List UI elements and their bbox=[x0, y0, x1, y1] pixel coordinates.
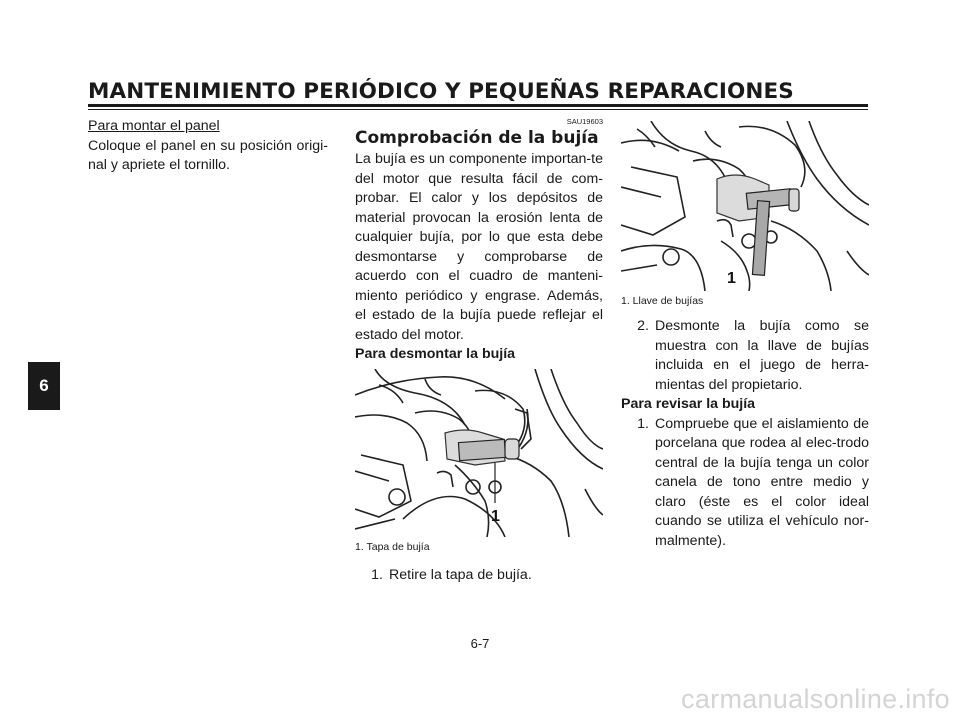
section-code: SAU19603 bbox=[566, 117, 603, 126]
step-text: Desmonte la bujía como se muestra con la llave de bujías incluida en el juego de herra-mientas del propietario. bbox=[655, 318, 869, 393]
figure-caption: 1. Llave de bujías bbox=[621, 295, 704, 307]
step-number: 1. bbox=[637, 415, 649, 432]
remove-plug-subheading: Para desmontar la bujía bbox=[355, 346, 516, 362]
header-rule-thin bbox=[88, 109, 868, 110]
step-text: Retire la tapa de bujía. bbox=[389, 566, 532, 583]
step-check-insulator bbox=[621, 415, 869, 552]
mount-panel-text: Coloque el panel en su posición origi-nal y apriete el tornillo. bbox=[88, 137, 328, 173]
column-2 bbox=[355, 117, 603, 585]
step-remove-cap bbox=[355, 566, 603, 586]
spark-plug-intro-text: La bujía es un componente importan-te del motor que resulta fácil de com-probar. El calor y los depósitos de material provocan la erosión lenta de cualquier bujía, por lo que esta debe desmontarse y comprobarse de acuerdo con el cuadro de manteni-miento periódico y engrase. Además, el estado de la bujía puede reflejar el estado del motor. bbox=[355, 151, 603, 343]
step-text: Compruebe que el aislamiento de porcelana que rodea al elec-trodo central de la bujía tenga un color canela de tono entre medio y claro (éste es el color ideal cuando se utiliza el vehículo nor-malmente). bbox=[655, 415, 869, 549]
column-1 bbox=[88, 117, 328, 176]
column-3 bbox=[621, 117, 869, 551]
step-number: 1. bbox=[371, 566, 383, 583]
figure-callout-1: 1 bbox=[727, 270, 736, 287]
step-remove-plug bbox=[621, 317, 869, 395]
step-number: 2. bbox=[637, 318, 649, 334]
page-number: 6-7 bbox=[470, 636, 490, 651]
page-header-title: MANTENIMIENTO PERIÓDICO Y PEQUEÑAS REPARACIONES bbox=[88, 79, 794, 104]
section-heading: Comprobación de la bujía bbox=[355, 128, 599, 148]
figure-callout-1: 1 bbox=[491, 507, 500, 525]
spark-plug-cap-photo bbox=[355, 369, 603, 537]
mount-panel-heading: Para montar el panel bbox=[88, 118, 220, 134]
header-rule-thick bbox=[88, 104, 868, 107]
inspect-plug-subheading: Para revisar la bujía bbox=[621, 396, 756, 412]
chapter-tab[interactable]: 6 bbox=[28, 362, 60, 410]
figure-caption: 1. Tapa de bujía bbox=[355, 540, 430, 553]
watermark[interactable]: carmanualsonline.info bbox=[681, 684, 950, 714]
spark-plug-wrench-photo bbox=[621, 121, 869, 291]
